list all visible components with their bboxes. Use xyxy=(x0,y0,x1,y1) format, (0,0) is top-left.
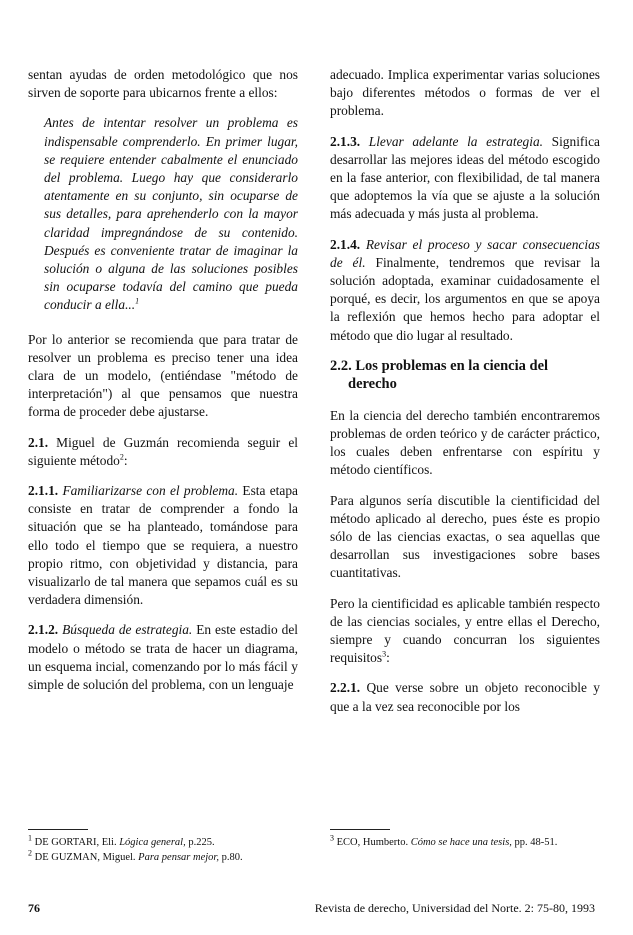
section-2-2-1 xyxy=(330,679,600,715)
footnote-ref-1: 1 xyxy=(135,296,140,306)
footnote-mark: 3 xyxy=(330,833,334,843)
section-2-1 xyxy=(28,434,298,470)
left-column xyxy=(28,66,298,706)
journal-citation: Revista de derecho, Universidad del Norte. 2: 75-80, 1993 xyxy=(314,901,595,915)
paragraph-debate: Para algunos sería discutible la cientificidad del método aplicado al derecho, pues éste es propio sólo de las ciencias exactas, o sea aquellas que desarrollan sus investigaciones sobre bases cuantitativas. xyxy=(330,492,600,581)
footnote-ref-2: 2 xyxy=(119,452,124,462)
section-title: Familiarizarse con el problema. xyxy=(62,483,239,499)
footnote-divider-left xyxy=(28,829,88,830)
footnote-3 xyxy=(330,833,600,850)
section-title: Llevar adelante la estrategia. xyxy=(368,133,544,149)
section-2-1-1 xyxy=(28,482,298,609)
footnote-title: Para pensar mejor, xyxy=(138,852,219,863)
paragraph-text: Pero la cientificidad es aplicable también respecto de las ciencias sociales, y entre ellas el Derecho, siempre y cuando concurran los siguientes requisitos xyxy=(330,595,600,666)
footnote-mark: 2 xyxy=(28,848,32,858)
quote-text: Antes de intentar resolver un problema es indispensable comprenderlo. En primer lugar, se requiere entender cabalmente el enunciado del problema. Luego hay que considerarlo atentamente en su conjunto, sin ocuparse de sus detalles, para aprehenderlo con la mayor claridad impregnándose de su contenido. Después es conveniente tratar de imaginar la solución o alguna de las soluciones posibles sin ocuparse todavía del camino que pueda conducir a ella... xyxy=(44,115,298,313)
right-column xyxy=(330,66,600,728)
section-number: 2.1. xyxy=(28,434,49,450)
section-number: 2.1.3. xyxy=(330,133,361,149)
paragraph-requirements xyxy=(330,595,600,668)
section-number: 2.2.1. xyxy=(330,680,361,696)
section-heading-2-2: 2.2. Los problemas en la ciencia del derecho xyxy=(330,357,549,392)
section-text: Finalmente, tendremos que revisar la solución adoptada, examinar cuidadosamente el porqué, es decir, los argumentos en que se apoya la reflexión que hemos hecho para adoptar el método que dio lugar al resultado. xyxy=(330,254,600,343)
footnote-1 xyxy=(28,833,298,850)
footnote-title: Lógica general, xyxy=(119,837,186,848)
section-text: Miguel de Guzmán recomienda seguir el siguiente método xyxy=(28,434,298,468)
footnote-2 xyxy=(28,848,298,865)
section-number: 2.1.2. xyxy=(28,622,59,638)
footnote-title: Cómo se hace una tesis, xyxy=(410,837,512,848)
footnote-author: DE GUZMAN, Miguel. xyxy=(34,852,136,863)
section-text: Significa desarrollar las mejores ideas del método escogido en la fase anterior, con flexibilidad, de tal manera que adoptemos la vía que se ajuste a la solución más adecuada y más justa al problema. xyxy=(330,133,600,222)
paragraph-science: En la ciencia del derecho también encontraremos problemas de orden teórico y de carácter práctico, los cuales deben enfrentarse con espíritu y método científicos. xyxy=(330,407,600,478)
footnote-page: p.80. xyxy=(221,852,243,863)
section-2-1-3 xyxy=(330,133,600,224)
paragraph-model: Por lo anterior se recomienda que para tratar de resolver un problema es preciso tener una idea clara de un modelo, (entiéndase "método de interpretación") al que pensamos que nuestra forma de proceder debe ajustarse. xyxy=(28,331,298,420)
footnote-author: DE GORTARI, Eli. xyxy=(34,837,117,848)
block-quote xyxy=(28,114,298,314)
punctuation: : xyxy=(123,452,128,468)
footnote-page: p.225. xyxy=(188,837,215,848)
section-number: 2.1.4. xyxy=(330,236,361,252)
footnote-mark: 1 xyxy=(28,833,32,843)
section-2-1-4 xyxy=(330,236,600,345)
section-text: En este estadio del modelo o método se trata de hacer un diagrama, un esquema incial, comenzando por lo más fácil y simple de solución del problema, con un lenguaje xyxy=(28,622,298,693)
punctuation: : xyxy=(386,650,390,666)
section-title: Búsqueda de estrategia. xyxy=(62,622,193,638)
section-title: Revisar el proceso y sacar consecuencias de él. xyxy=(330,236,600,270)
footnote-ref-3: 3 xyxy=(382,649,387,659)
section-2-1-2 xyxy=(28,621,298,694)
page-number: 76 xyxy=(28,901,40,915)
section-text: Que verse sobre un objeto reconocible y que a la vez sea reconocible por los xyxy=(330,680,600,714)
footnote-author: ECO, Humberto. xyxy=(336,837,409,848)
intro-paragraph: sentan ayudas de orden metodológico que nos sirven de soporte para ubicarnos frente a ellos: xyxy=(28,67,298,101)
footnote-page: pp. 48-51. xyxy=(514,837,558,848)
footnote-divider-right xyxy=(330,829,390,830)
section-number: 2.1.1. xyxy=(28,483,59,499)
continuation-paragraph: adecuado. Implica experimentar varias soluciones bajo diferentes métodos o formas de ver el problema. xyxy=(330,67,600,119)
section-text: Esta etapa consiste en tratar de comprender a fondo la situación que se ha planteado, tomándose para ello todo el tiempo que se requiera, a nuestro propio ritmo, con objetividad y distancia, para visualizarlo de tal manera que sepamos cuál es su verdadera dimensión. xyxy=(28,483,298,608)
